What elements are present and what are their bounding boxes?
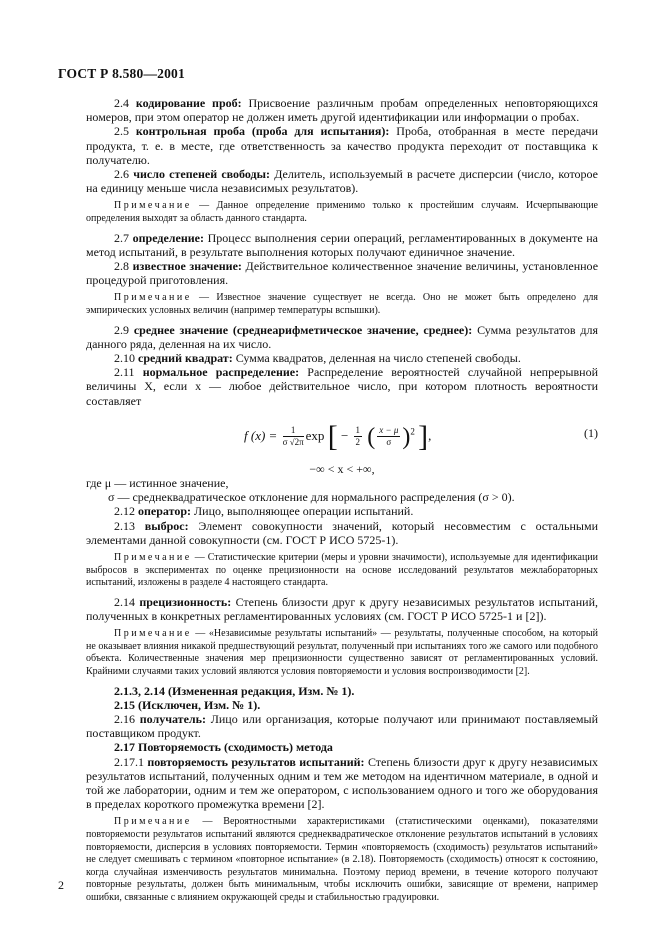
formula-comma: , bbox=[428, 427, 432, 443]
clause-number: 2.10 bbox=[114, 351, 135, 366]
clause-text: Сумма квадратов, деленная на число степеней свободы. bbox=[235, 351, 521, 366]
clause-text: Распределение вероятностей случайной непрерывной величины X, если x — любое действительное число, при котором плотность вероятности составляет bbox=[86, 365, 599, 408]
clause-2-6 bbox=[86, 167, 598, 195]
note-5 bbox=[86, 816, 598, 904]
clause-number: 2.7 bbox=[114, 230, 129, 245]
clause-number: 2.8 bbox=[114, 259, 129, 274]
clause-2-7 bbox=[86, 231, 598, 259]
clause-number: 2.17.1 bbox=[114, 754, 144, 769]
formula-minus: − bbox=[340, 427, 349, 443]
left-paren-icon: ( bbox=[367, 423, 376, 450]
right-paren-icon: ) bbox=[402, 423, 411, 450]
clause-text: Степень близости друг к другу независимых результатов испытаний, полученных одним и тем же методом на идентичном материале, в одной и той же лаборатории, одним и тем же оператором, с использованием одного и того же оборудования в пределах короткого промежутка времени [2]. bbox=[86, 754, 599, 812]
clause-2-12 bbox=[86, 504, 598, 518]
clause-number: 2.14 bbox=[114, 594, 135, 609]
clause-number: 2.12 bbox=[114, 504, 135, 519]
left-bracket-icon: [ bbox=[327, 419, 338, 453]
clause-2-11 bbox=[86, 365, 598, 408]
definition-sigma: σ — среднеквадратическое отклонение для нормального распределения (σ > 0). bbox=[108, 490, 515, 505]
edit-note-1: 2.1.3, 2.14 (Измененная редакция, Изм. № 1). bbox=[114, 683, 355, 698]
clause-number: 2.16 bbox=[114, 712, 135, 727]
clause-term: прецизионность: bbox=[139, 594, 232, 609]
clause-term: контрольная проба (проба для испытания): bbox=[135, 124, 390, 139]
edit-note-2: 2.15 (Исключен, Изм. № 1). bbox=[114, 697, 261, 712]
clause-number: 2.5 bbox=[114, 124, 129, 139]
clause-2-10 bbox=[86, 351, 598, 365]
note-text: — Статистические критерии (меры и уровни значимости), используемые для идентификации выбросов в экспериментах по оценке прецизионности на основе исследований результатов межлабораторных испытаний, изложены в разделе 4 настоящего стандарта. bbox=[86, 552, 599, 589]
clause-term: получатель: bbox=[139, 712, 206, 727]
clause-term: определение: bbox=[132, 230, 204, 245]
clause-text: Присвоение различным пробам определенных неповторяющихся номеров, при этом оператор не должен иметь другой идентификации или информации о пробах. bbox=[86, 96, 598, 125]
clause-2-8 bbox=[86, 259, 598, 287]
clause-text: Степень близости друг к другу независимых результатов испытаний, полученных в конкретных регламентированных условиях (см. ГОСТ Р ИСО 5725-1 и [2]). bbox=[86, 594, 599, 624]
clause-term: оператор: bbox=[138, 504, 192, 519]
note-label: Примечание bbox=[114, 628, 192, 640]
note-text: — «Независимые результаты испытаний» — результаты, полученные способом, на который не оказывает влияния никакой предшествующий результат, полученный при испытаниях того же самого или подобного объекта. Количественные значения мер прецизионности существенно зависят от регламентированных условий. Крайними случаями таких условий являются условия повторяемости и условия воспроизводимости [2]. bbox=[86, 628, 598, 678]
clause-number: 2.13 bbox=[114, 518, 135, 533]
definition-mu: где μ — истинное значение, bbox=[86, 476, 229, 491]
clause-term: нормальное распределение: bbox=[142, 365, 300, 380]
fraction-denominator: σ √2π bbox=[282, 437, 304, 448]
note-text: — Вероятностными характеристиками (статистическими оценками), показателями повторяемости результатов испытаний являются среднеквадратическое отклонение результатов испытаний в условиях повторяемости, дисперсия в условиях повторяемости. Термин «повторяемость (сходимость) результатов испытаний» не следует смешивать с термином «повторное испытание» (в 2.18). Повторяемость (сходимость) относят к состоянию, когда случайная изменчивость результатов минимальна. Поэтому период времени, в течение которого получают повторные результаты, должен быть минимальным, чтобы исключить ошибки, зависящие от времени, например ошибки, связанные с влиянием окружающей среды и стабильностью градуировки. bbox=[86, 816, 598, 903]
clause-number: 2.9 bbox=[114, 322, 129, 337]
clause-number: 2.11 bbox=[114, 365, 135, 380]
clause-term: повторяемость результатов испытаний: bbox=[147, 754, 365, 769]
clause-number: 2.4 bbox=[114, 96, 129, 110]
clause-text: Процесс выполнения серии операций, регламентированных в документе на метод испытаний, в результате выполнения которых получают единичное значение. bbox=[86, 230, 599, 259]
note-1 bbox=[86, 200, 598, 225]
clause-text: Сумма результатов для данного ряда, деленная на их число. bbox=[86, 322, 598, 351]
clause-text: Элемент совокупности значений, который несовместим с остальными элементами данной совокупности (см. ГОСТ Р ИСО 5725-1). bbox=[86, 518, 598, 547]
section-heading-2-17: 2.17 Повторяемость (сходимость) метода bbox=[114, 740, 333, 755]
inner-denominator: σ bbox=[386, 437, 392, 448]
right-bracket-icon: ] bbox=[418, 419, 429, 453]
note-label: Примечание bbox=[114, 292, 192, 304]
clause-2-5 bbox=[86, 124, 598, 167]
clause-2-9 bbox=[86, 323, 598, 351]
standard-header: ГОСТ Р 8.580—2001 bbox=[58, 66, 185, 81]
clause-term: выброс: bbox=[144, 518, 189, 533]
page-number: 2 bbox=[58, 878, 64, 892]
clause-2-13 bbox=[86, 519, 598, 547]
note-label: Примечание bbox=[114, 200, 192, 212]
note-2 bbox=[86, 292, 598, 317]
clause-2-17-1 bbox=[86, 755, 598, 812]
clause-text: Проба, отобранная в месте передачи продукта, т. е. в месте, где ответственность за качество продукта переходит от поставщика к получателю. bbox=[86, 124, 599, 167]
formula-expression bbox=[244, 419, 432, 453]
formula-number: (1) bbox=[584, 425, 598, 440]
clause-term: среднее значение (среднеарифметическое значение, среднее): bbox=[133, 322, 473, 337]
half-numerator: 1 bbox=[355, 425, 361, 436]
clause-text: Делитель, используемый в расчете дисперсии (число, которое на единицу меньше числа независимых результатов). bbox=[86, 167, 598, 196]
formula-half bbox=[354, 425, 363, 448]
note-3 bbox=[86, 552, 598, 590]
note-label: Примечание bbox=[114, 816, 192, 828]
clause-text: Лицо или организация, которые получают или принимают поставляемый поставщиком продукт. bbox=[86, 712, 598, 741]
formula-range: −∞ < x < +∞, bbox=[309, 461, 375, 476]
formula-fraction bbox=[283, 425, 304, 448]
clause-term: известное значение: bbox=[132, 259, 242, 274]
note-text: — Известное значение существует не всегда. Оно не может быть определено для эмпирических условных величин (например температуры вспышки). bbox=[86, 292, 598, 317]
formula-normal-density bbox=[86, 414, 598, 462]
clause-term: число степеней свободы: bbox=[133, 167, 270, 182]
fraction-numerator: 1 bbox=[283, 425, 304, 437]
clause-2-14 bbox=[86, 595, 598, 623]
formula-inner bbox=[377, 425, 400, 448]
clause-number: 2.6 bbox=[114, 167, 129, 182]
formula-definitions bbox=[86, 476, 598, 504]
note-label: Примечание bbox=[114, 552, 192, 564]
inner-numerator: x − μ bbox=[379, 425, 399, 436]
note-text: — Данное определение применимо только к простейшим случаям. Исчерпывающие определения выходят за область данного стандарта. bbox=[86, 200, 598, 225]
half-denominator: 2 bbox=[355, 437, 361, 448]
clause-term: средний квадрат: bbox=[138, 351, 233, 366]
document-body bbox=[86, 96, 598, 910]
formula-exp: exp bbox=[305, 427, 325, 443]
formula-power: 2 bbox=[410, 426, 415, 437]
clause-text: Действительное количественное значение величины, установленное процедурой приготовления. bbox=[86, 259, 599, 288]
clause-2-16 bbox=[86, 712, 598, 740]
clause-term: кодирование проб: bbox=[135, 96, 242, 110]
formula-lhs: f (x) = bbox=[244, 427, 278, 443]
clause-2-4 bbox=[86, 96, 598, 124]
note-4 bbox=[86, 628, 598, 678]
clause-text: Лицо, выполняющее операции испытаний. bbox=[194, 504, 414, 519]
